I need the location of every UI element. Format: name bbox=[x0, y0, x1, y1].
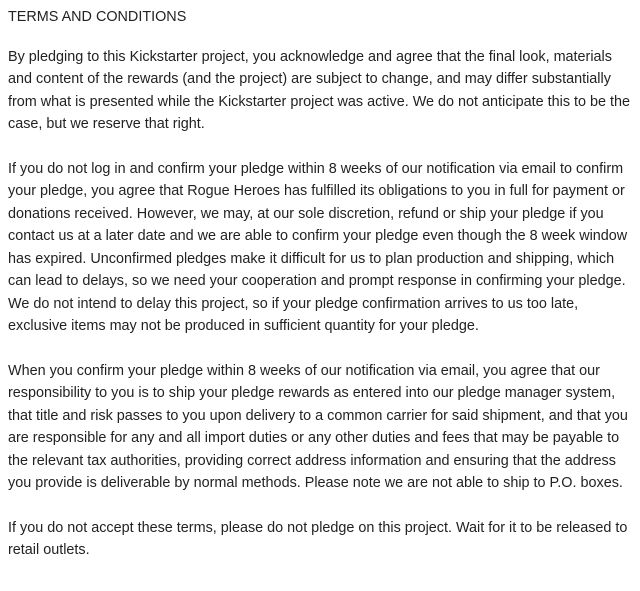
terms-paragraph-confirmation-deadline: If you do not log in and confirm your pledge within 8 weeks of our notification via email to confirm your pledge, you agree that Rogue Heroes has fulfilled its obligations to you in full for payment or donations received. However, we may, at our sole discretion, refund or ship your pledge if you contact us at a later date and we are able to confirm your pledge even though the 8 week window has expired. Unconfirmed pledges make it difficult for us to plan production and shipping, which can lead to delays, so we need your cooperation and prompt response in confirming your pledge. We do not intend to delay this project, so if your pledge confirmation arrives to us too late, exclusive items may not be produced in sufficient quantity for your pledge. bbox=[8, 160, 628, 334]
terms-paragraph-acceptance: If you do not accept these terms, please do not pledge on this project. Wait for it to be released to retail outlets. bbox=[8, 519, 628, 558]
terms-title: TERMS AND CONDITIONS bbox=[8, 9, 187, 25]
terms-document bbox=[8, 6, 636, 562]
terms-paragraph-shipping-responsibility: When you confirm your pledge within 8 weeks of our notification via email, you agree that our responsibility to you is to ship your pledge rewards as entered into our pledge manager system, that title and risk passes to you upon delivery to a common carrier for said shipment, and that you are responsible for any and all import duties or any other duties and fees that may be payable to the relevant tax authorities, providing correct address information and ensuring that the address you provide is deliverable by normal methods. Please note we are not able to ship to P.O. boxes. bbox=[8, 362, 628, 491]
terms-paragraph-change-notice: By pledging to this Kickstarter project, you acknowledge and agree that the final look, materials and content of the rewards (and the project) are subject to change, and may differ substantially from what is presented while the Kickstarter project was active. We do not anticipate this to be the case, but we reserve that right. bbox=[8, 48, 631, 132]
